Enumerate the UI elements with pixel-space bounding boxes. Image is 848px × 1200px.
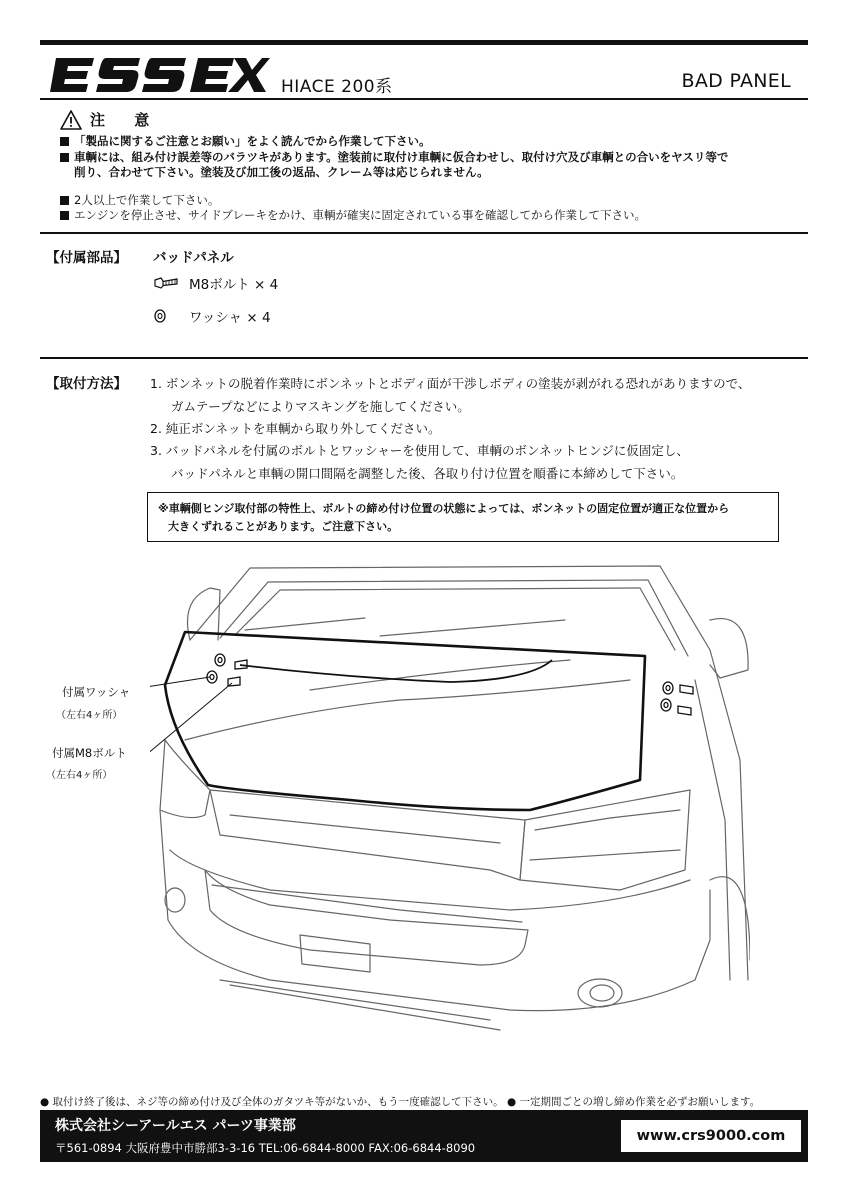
note-box	[147, 492, 779, 542]
bullet-square	[60, 153, 69, 162]
install-step-3-cont: バッドパネルと車輌の開口間隔を調整した後、各取り付け位置を順番に本締めして下さい。	[171, 466, 684, 481]
washer-leader	[150, 677, 210, 688]
caution-line-2-cont: 削り、合わせて下さい。塗装及び加工後の返品、クレーム等は応じられません。	[74, 165, 489, 179]
bolt-callout: 付属M8ボルト	[52, 746, 127, 760]
bolt-icon	[153, 275, 179, 291]
part-washer	[153, 306, 271, 326]
company-name: 株式会社シーアールエス パーツ事業部	[55, 1118, 296, 1134]
company-address: 〒561-0894 大阪府豊中市勝部3-3-16 TEL:06-6844-8000 FAX:06-6844-8090	[55, 1141, 476, 1155]
website-link[interactable]: www.crs9000.com	[621, 1120, 801, 1152]
caution-title: 注 意	[90, 111, 162, 129]
note-line-1: ※車輌側ヒンジ取付部の特性上、ボルトの締め付け位置の状態によっては、ボンネットの固定位置が適正な位置から	[158, 502, 730, 515]
install-step-1: 1. ボンネットの脱着作業時にボンネットとボディ面が干渉しボディの塗装が剥がれる恐れがありますので、	[150, 376, 751, 391]
caution-line-3: 2人以上で作業して下さい。	[60, 193, 219, 208]
bolt-leader	[150, 683, 232, 760]
caution-line-4: エンジンを停止させ、サイドブレーキをかけ、車輌が確実に固定されている事を確認してから作業して下さい。	[60, 208, 646, 223]
bolt-callout-sub: （左右4ヶ所）	[46, 770, 113, 781]
header-rule	[40, 40, 808, 45]
part-bolt	[153, 273, 278, 293]
install-label: 【取付方法】	[46, 376, 127, 392]
bullet-square	[60, 196, 69, 205]
install-step-1-cont: ガムテープなどによりマスキングを施してください。	[171, 399, 470, 414]
install-step-2: 2. 純正ボンネットを車輌から取り外してください。	[150, 421, 441, 436]
washer-callout: 付属ワッシャ	[62, 685, 131, 699]
bullet-square	[60, 137, 69, 146]
parts-label: 【付属部品】	[46, 250, 127, 266]
bullet-square	[60, 211, 69, 220]
car-illustration	[150, 560, 750, 1045]
caution-line-2: 車輌には、組み付け誤差等のバラツキがあります。塗装前に取付け車輌に仮合わせし、取付け穴及び車輌との合いをヤスリ等で	[60, 150, 728, 165]
section-divider	[40, 232, 808, 234]
part-bolt-text: M8ボルト × 4	[189, 277, 279, 293]
caution-line-1: 「製品に関するご注意とお願い」をよく読んでから作業して下さい。	[60, 134, 431, 149]
washer-icon	[153, 308, 179, 324]
install-step-3: 3. バッドパネルを付属のボルトとワッシャーを使用して、車輌のボンネットヒンジに仮固定し、	[150, 443, 689, 458]
part-washer-text: ワッシャ × 4	[189, 310, 271, 326]
note-line-2: 大きくずれることがあります。ご注意下さい。	[168, 520, 399, 533]
model-name: HIACE 200系	[281, 77, 393, 97]
warning-icon	[60, 110, 82, 130]
parts-title: バッドパネル	[153, 250, 234, 266]
section-divider	[40, 357, 808, 359]
plate-area	[300, 935, 370, 972]
bad-panel-outline	[165, 632, 645, 810]
footer-note: ● 取付け終了後は、ネジ等の締め付け及び全体のガタツキ等がないか、もう一度確認して下さい。 ● 一定期間ごとの増し締め作業を必ずお願いします。	[40, 1096, 761, 1108]
brand-logo	[48, 54, 270, 96]
header-underline	[40, 98, 808, 100]
washer-callout-sub: （左右4ヶ所）	[56, 710, 123, 721]
product-name: BAD PANEL	[681, 70, 791, 92]
caution-heading	[60, 109, 161, 130]
